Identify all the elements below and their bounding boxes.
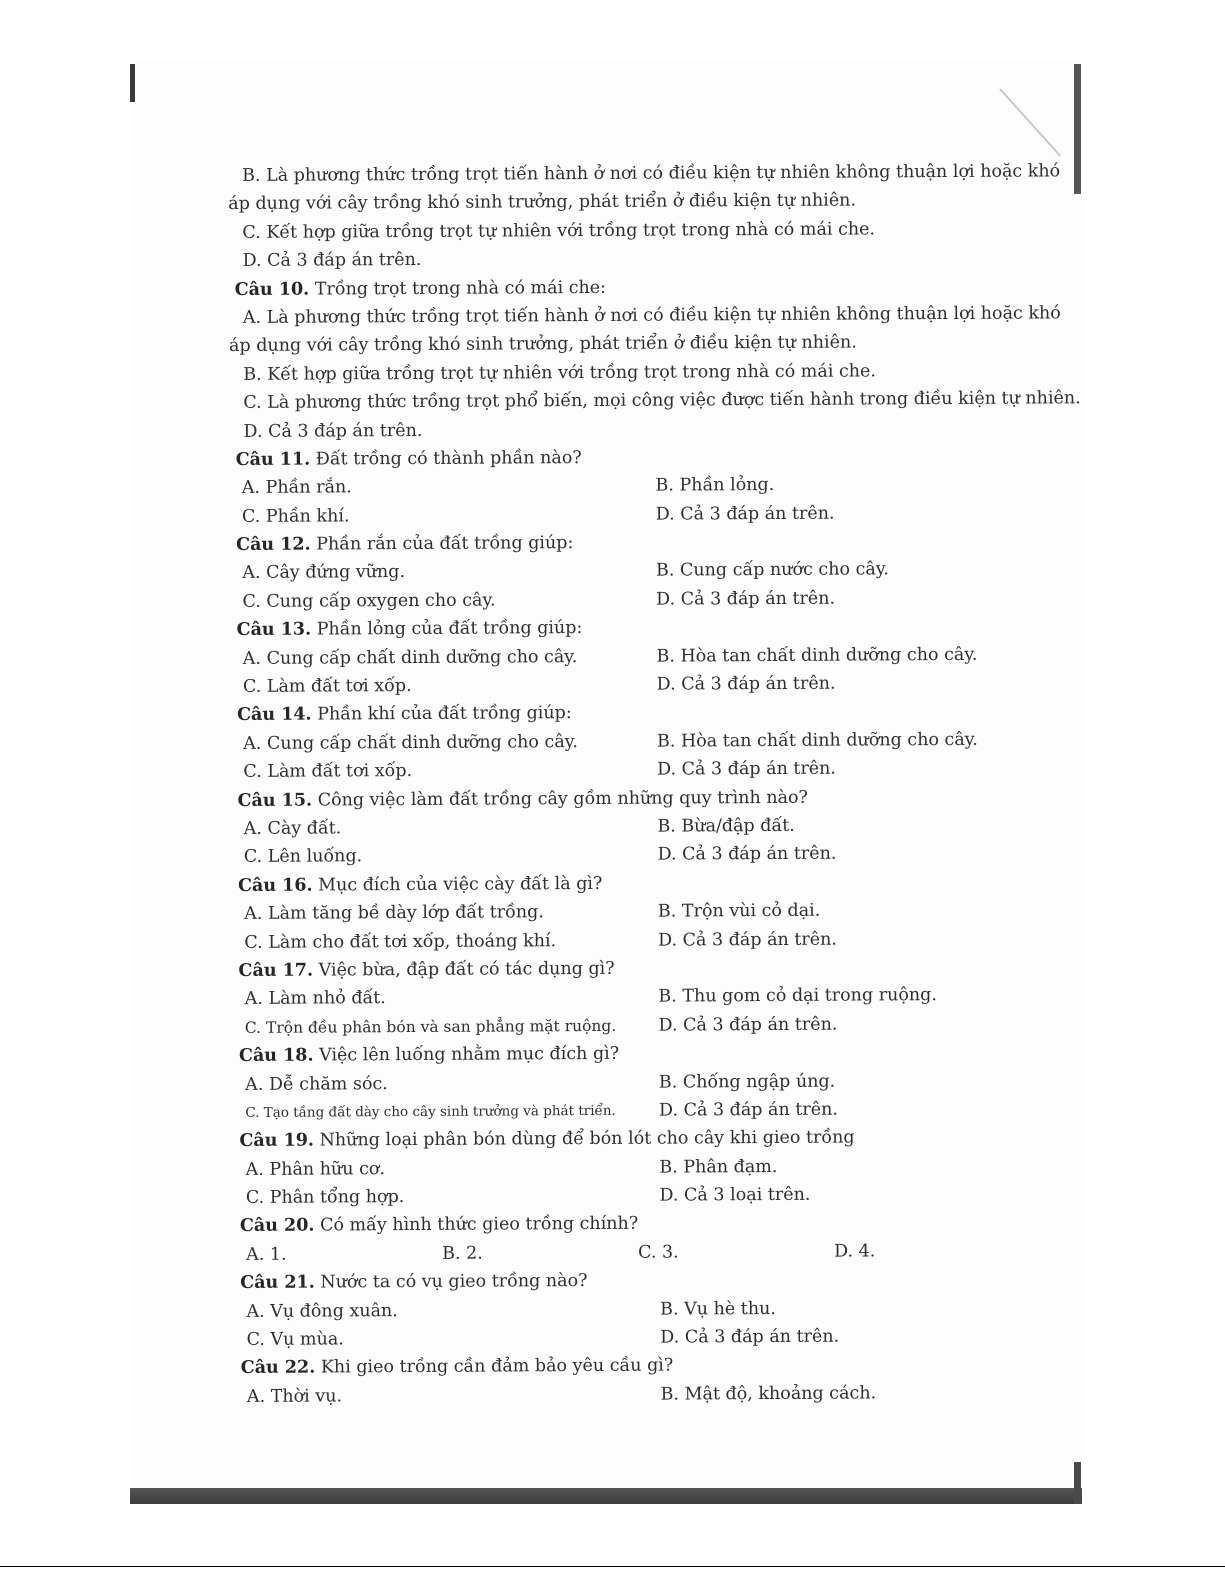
answer-b: B. Bừa/đập đất.	[657, 815, 795, 837]
scan-edge-right	[1074, 64, 1081, 194]
answer-row	[234, 1236, 1034, 1269]
answer-b: B. Chống ngập úng.	[658, 1071, 836, 1093]
question-number: Câu 22.	[240, 1357, 316, 1379]
answer-b: B. Cung cấp nước cho cây.	[655, 559, 889, 582]
question-17	[232, 952, 1032, 985]
answer-a: A. Phân hữu cơ.	[245, 1158, 386, 1180]
question-number: Câu 14.	[237, 704, 312, 726]
quiz-content	[228, 158, 1081, 1412]
answer-c: C. Tạo tầng đất dày cho cây sinh trưởng và phát triển.	[245, 1102, 616, 1121]
answer-row	[232, 924, 1032, 957]
scan-edge-left	[130, 64, 135, 102]
question-text: Những loại phân bón dùng để bón lót cho cây khi gieo trồng	[313, 1127, 855, 1151]
question-10	[229, 271, 1029, 304]
answer-line: B. Là phương thức trồng trọt tiến hành ở nơi có điều kiện tự nhiên không thuận lợi hoặc khó	[242, 161, 1061, 186]
question-number: Câu 12.	[236, 534, 311, 556]
answer-row	[235, 1378, 1035, 1411]
question-19	[233, 1123, 1033, 1156]
answer-row	[231, 640, 1031, 673]
question-text: Mục đích của việc cày đất là gì?	[312, 873, 603, 896]
answer-b: B. Phần lỏng.	[655, 475, 775, 496]
question-number: Câu 11.	[235, 449, 311, 470]
answer-d: D. Cả 3 đáp án trên.	[656, 588, 836, 610]
question-number: Câu 15.	[237, 790, 313, 811]
question-20	[234, 1208, 1034, 1241]
answer-c: C. Trộn đều phân bón và san phẳng mặt ruộng.	[244, 1016, 617, 1037]
question-number: Câu 21.	[240, 1272, 315, 1294]
answer-row	[233, 981, 1033, 1014]
answer-line: áp dụng với cây trồng khó sinh trưởng, phát triển ở điều kiện tự nhiên.	[228, 190, 857, 215]
question-text: Khi gieo trồng cần đảm bảo yêu cầu gì?	[315, 1355, 674, 1378]
question-text: Phần khí của đất trồng giúp:	[311, 703, 572, 725]
answer-row	[230, 555, 1030, 588]
answer-b: B. Mật độ, khoảng cách.	[660, 1383, 877, 1405]
answer-row	[230, 583, 1030, 616]
answer-a: A. 1.	[246, 1244, 287, 1265]
answer-line: C. Kết hợp giữa trồng trọt tự nhiên với trồng trọt trong nhà có mái che.	[242, 219, 876, 243]
answer-c: C. Phân tổng hợp.	[245, 1187, 405, 1208]
answer-b: B. Vụ hè thu.	[660, 1298, 776, 1320]
answer-row	[233, 1009, 1033, 1042]
answer-c: C. Cung cấp oxygen cho cây.	[242, 590, 496, 612]
answer-c: C. Là phương thức trồng trọt phổ biến, mọi công việc được tiến hành trong điều kiện tự nhiên.	[243, 388, 1081, 414]
answer-b: B. Trộn vùi cỏ dại.	[657, 900, 821, 922]
answer-b: B. Hòa tan chất dinh dưỡng cho cây.	[656, 729, 978, 752]
question-18	[233, 1038, 1033, 1071]
question-text: Công việc làm đất trồng cây gồm những quy trình nào?	[312, 787, 808, 811]
question-11	[230, 441, 1030, 474]
question-16	[232, 867, 1032, 900]
answer-c: C. 3.	[638, 1242, 679, 1263]
question-text: Việc bừa, đập đất có tác dụng gì?	[312, 958, 615, 981]
answer-d: D. Cả 3 đáp án trên.	[657, 758, 837, 780]
question-15	[231, 782, 1031, 815]
answer-a: A. Dễ chăm sóc.	[245, 1073, 388, 1095]
question-text: Có mấy hình thức gieo trồng chính?	[314, 1214, 639, 1236]
answer-a: A. Thời vụ.	[246, 1386, 343, 1407]
answer-row	[230, 470, 1030, 503]
question-12	[230, 527, 1030, 560]
answer-row	[231, 669, 1031, 702]
scan-edge-bottom	[130, 1488, 1082, 1504]
question-number: Câu 13.	[236, 619, 312, 641]
answer-row	[231, 725, 1031, 758]
answer-b: B. Phân đạm.	[659, 1156, 778, 1178]
answer-row	[232, 896, 1032, 929]
question-22	[235, 1350, 1035, 1383]
question-21	[234, 1265, 1034, 1298]
question-number: Câu 19.	[239, 1130, 315, 1152]
answer-c: C. Phần khí.	[241, 506, 350, 527]
answer-d: D. Cả 3 đáp án trên.	[660, 1326, 840, 1348]
answer-c: C. Làm đất tơi xốp.	[242, 676, 412, 697]
answer-a: A. Cây đứng vững.	[242, 562, 406, 584]
question-number: Câu 18.	[238, 1045, 314, 1067]
answer-c: C. Làm đất tơi xốp.	[243, 761, 413, 783]
answer-d: D. Cả 3 đáp án trên.	[658, 1099, 838, 1121]
answer-row	[232, 811, 1032, 844]
answer-row	[230, 498, 1030, 531]
answer-c: C. Vụ mùa.	[246, 1329, 344, 1350]
answer-b: B. Hòa tan chất dinh dưỡng cho cây.	[656, 644, 978, 667]
answer-row	[235, 1322, 1035, 1355]
question-13	[231, 612, 1031, 645]
answer-row	[234, 1151, 1034, 1184]
answer-row	[232, 839, 1032, 872]
answer-a: A. Cung cấp chất dinh dưỡng cho cây.	[242, 646, 578, 669]
answer-row	[233, 1066, 1033, 1099]
answer-row	[231, 754, 1031, 787]
question-14	[231, 697, 1031, 730]
answer-a: A. Là phương thức trồng trọt tiến hành ở nơi có điều kiện tự nhiên không thuận lợi hoặc khó	[242, 303, 1061, 328]
answer-a-continued: áp dụng với cây trồng khó sinh trưởng, phát triển ở điều kiện tự nhiên.	[228, 332, 857, 357]
answer-line: D. Cả 3 đáp án trên.	[242, 250, 422, 272]
answer-a: A. Làm tăng bề dày lớp đất trồng.	[244, 902, 544, 925]
answer-b: B. Thu gom cỏ dại trong ruộng.	[658, 985, 937, 1007]
bottom-rule	[0, 1566, 1225, 1567]
answer-d: D. 4.	[834, 1241, 876, 1262]
answer-d: D. Cả 3 đáp án trên.	[656, 673, 836, 695]
question-number: Câu 17.	[238, 960, 314, 981]
answer-d: D. Cả 3 đáp án trên.	[658, 1014, 838, 1036]
answer-b: B. 2.	[442, 1243, 483, 1264]
answer-row	[234, 1293, 1034, 1326]
question-number: Câu 10.	[234, 279, 310, 300]
question-text: Phần lỏng của đất trồng giúp:	[311, 618, 583, 640]
answer-row	[234, 1180, 1034, 1213]
scan-edge-corner	[1074, 1462, 1081, 1504]
answer-c: C. Lên luống.	[243, 846, 363, 868]
question-text: Đất trồng có thành phần nào?	[310, 447, 582, 470]
answer-a: A. Phần rắn.	[241, 477, 352, 499]
answer-d: D. Cả 3 đáp án trên.	[657, 843, 837, 865]
question-text: Phần rắn của đất trồng giúp:	[310, 533, 574, 555]
answer-d: D. Cả 3 đáp án trên.	[243, 420, 423, 442]
answer-row	[233, 1094, 1033, 1127]
answer-a: A. Cày đất.	[243, 818, 342, 839]
question-text: Nước ta có vụ gieo trồng nào?	[314, 1271, 588, 1293]
answer-c: C. Làm cho đất tơi xốp, thoáng khí.	[244, 930, 557, 953]
answer-a: A. Làm nhỏ đất.	[244, 988, 386, 1010]
answer-d: D. Cả 3 đáp án trên.	[658, 929, 837, 951]
question-text: Trồng trọt trong nhà có mái che:	[309, 277, 607, 300]
answer-b: B. Kết hợp giữa trồng trọt tự nhiên với trồng trọt trong nhà có mái che.	[243, 361, 876, 385]
answer-a: A. Vụ đông xuân.	[246, 1300, 398, 1322]
answer-a: A. Cung cấp chất dinh dưỡng cho cây.	[243, 731, 578, 754]
answer-d: D. Cả 3 đáp án trên.	[655, 503, 835, 525]
answer-d: D. Cả 3 loại trên.	[659, 1184, 811, 1206]
question-number: Câu 16.	[237, 875, 313, 896]
question-number: Câu 20.	[239, 1215, 315, 1237]
question-text: Việc lên luống nhằm mục đích gì?	[313, 1043, 620, 1066]
